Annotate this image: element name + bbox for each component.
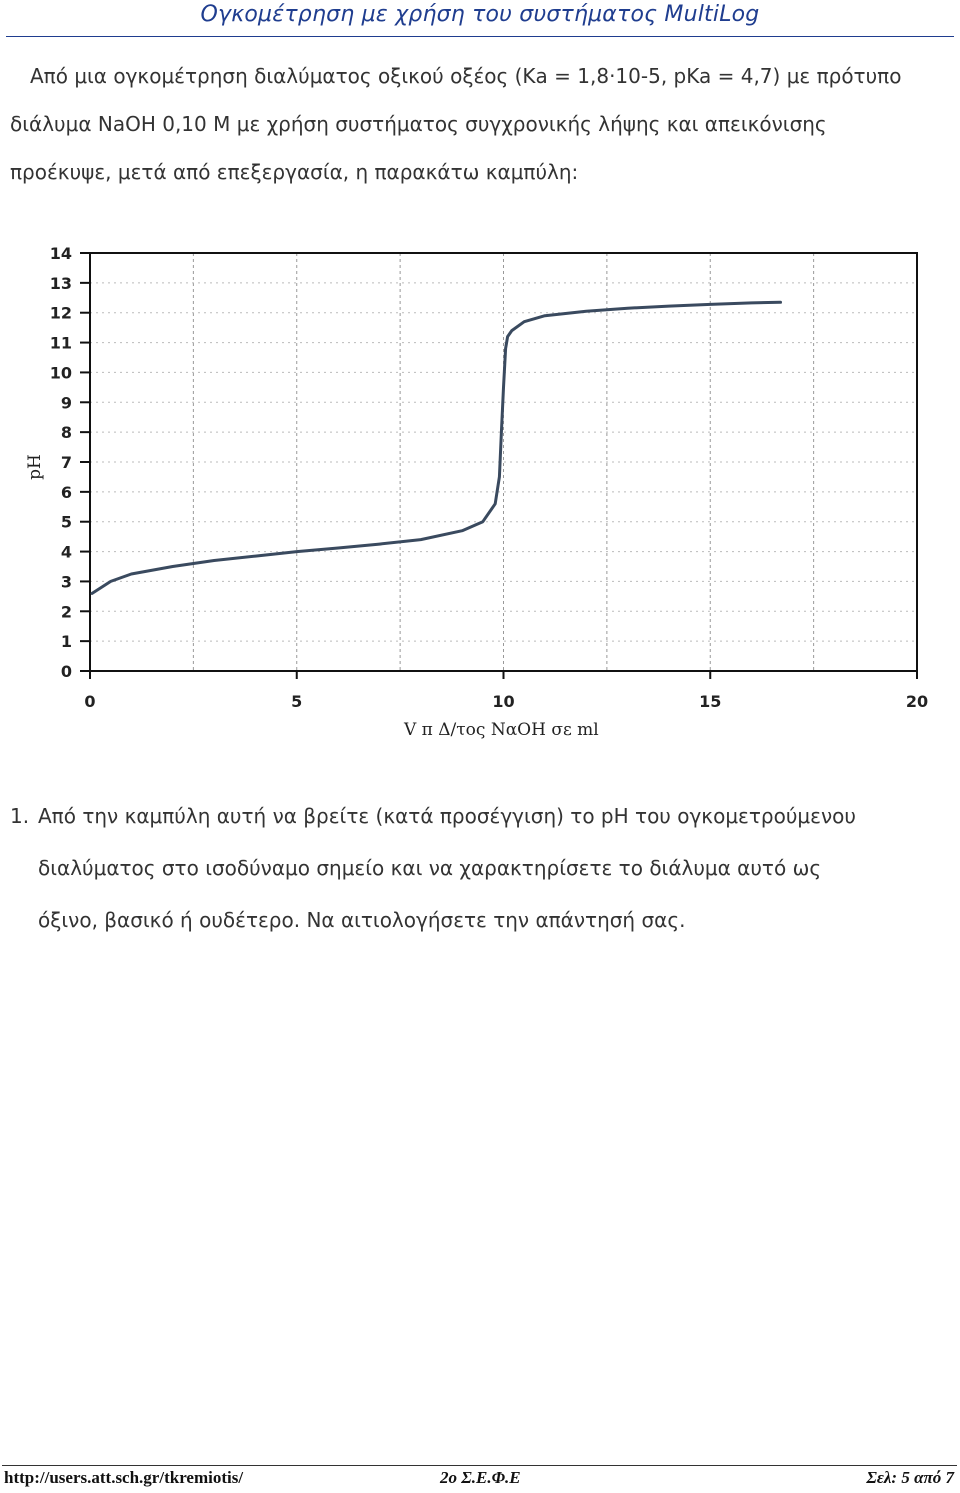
y-tick-label: 14 [49, 244, 72, 263]
y-tick-label: 5 [60, 512, 72, 532]
page-footer [0, 1468, 960, 1492]
question-number: 1. [10, 804, 30, 828]
y-axis-ticks [50, 244, 90, 681]
question-line: Από την καμπύλη αυτή να βρείτε (κατά προσέγγιση) το pH του ογκομετρούμενου [38, 804, 856, 828]
y-axis-label: pH [25, 454, 45, 480]
x-tick-label: 20 [905, 692, 929, 711]
footer-school: 2ο Σ.Ε.Φ.Ε [440, 1468, 521, 1487]
header-divider [6, 36, 954, 37]
question-line: όξινο, βασικό ή ουδέτερο. Να αιτιολογήσετε την απάντησή σας. [38, 908, 686, 932]
intro-line: διάλυμα NaOH 0,10 M με χρήση συστήματος συγχρονικής λήψης και απεικόνισης [10, 112, 827, 136]
y-tick-label: 13 [49, 273, 72, 293]
y-tick-label: 7 [60, 453, 72, 472]
footer-divider [2, 1465, 957, 1466]
y-tick-label: 11 [49, 333, 72, 353]
y-tick-label: 4 [60, 542, 72, 562]
question-1 [10, 790, 950, 946]
x-tick-label: 15 [699, 692, 722, 711]
x-tick-label: 10 [492, 692, 515, 711]
y-tick-label: 1 [60, 632, 72, 652]
x-tick-label: 0 [84, 692, 96, 711]
ph-curve-line [92, 302, 780, 593]
titration-curve-chart [0, 230, 960, 760]
intro-line: Από μια ογκομέτρηση διαλύματος οξικού οξέος (Κa = 1,8·10-5, pKa = 4,7) με πρότυπο [30, 64, 902, 88]
y-tick-label: 9 [60, 393, 72, 413]
page-header-title: Ογκομέτρηση με χρήση του συστήματος MultiLog [200, 2, 760, 27]
x-axis-ticks [84, 671, 928, 711]
y-tick-label: 2 [60, 602, 72, 622]
y-tick-label: 0 [60, 662, 72, 681]
question-line: διαλύματος στο ισοδύναμο σημείο και να χαρακτηρίσετε το διάλυμα αυτό ως [38, 856, 822, 880]
footer-page-number: Σελ: 5 από 7 [866, 1468, 954, 1487]
y-tick-label: 10 [49, 363, 72, 383]
x-tick-label: 5 [291, 692, 303, 711]
x-axis-label: V π Δ/τος NαOH σε ml [404, 720, 599, 740]
y-tick-label: 3 [60, 572, 72, 592]
y-tick-label: 6 [60, 482, 72, 502]
y-tick-label: 12 [49, 303, 72, 323]
intro-paragraph [10, 52, 950, 196]
intro-line: προέκυψε, μετά από επεξεργασία, η παρακάτω καμπύλη: [10, 160, 579, 184]
chart-grid [90, 253, 917, 671]
y-tick-label: 8 [60, 423, 72, 443]
footer-url: http://users.att.sch.gr/tkremiotis/ [4, 1468, 244, 1487]
